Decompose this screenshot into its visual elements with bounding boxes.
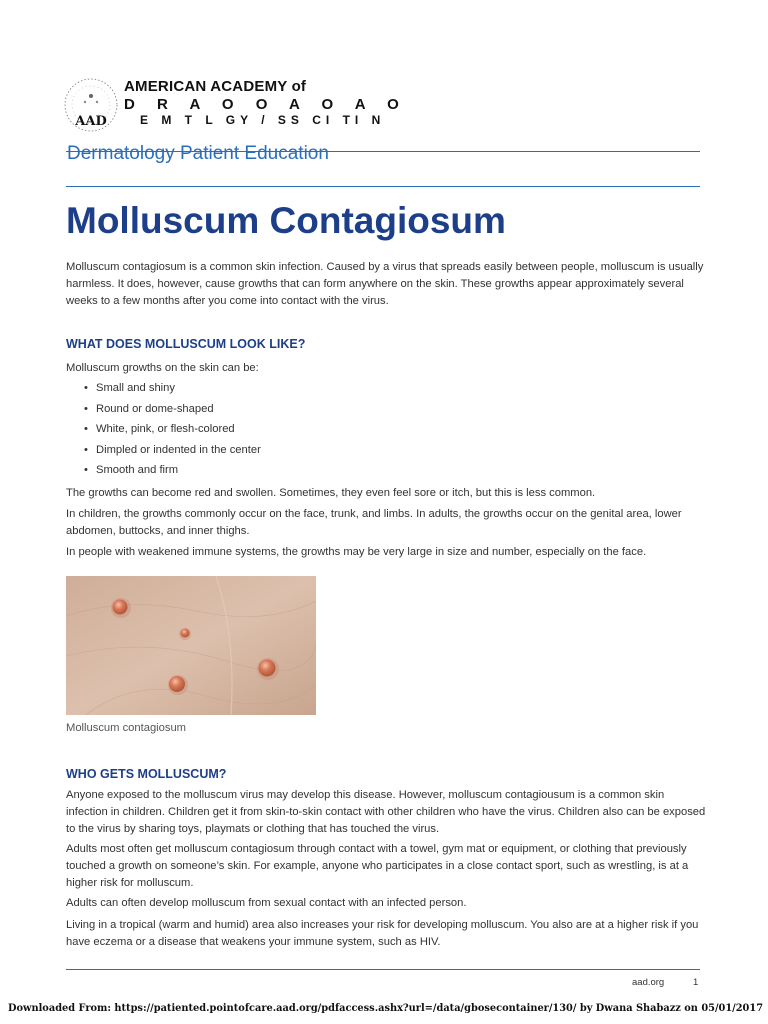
aad-wordmark bbox=[124, 78, 408, 127]
section2-paragraph-2: Adults most often get molluscum contagiosum through contact with a towel, gym mat or equipment, or clothing that previously touched a growth on someone’s skin. For example, anyone who participates in a close contact sport, such as wrestling, is at a higher risk for molluscum. bbox=[66, 843, 689, 889]
logo-line-2: D R A O O A O A O bbox=[124, 96, 408, 113]
section1-heading: WHAT DOES MOLLUSCUM LOOK LIKE? bbox=[66, 337, 306, 351]
molluscum-photo bbox=[66, 576, 316, 715]
page-number: 1 bbox=[693, 977, 699, 988]
footer-site-link[interactable]: aad.org bbox=[632, 977, 665, 988]
section-title: Dermatology Patient Education bbox=[67, 143, 329, 164]
section1-paragraph-3: In people with weakened immune systems, the growths may be very large in size and number, especially on the face. bbox=[66, 546, 647, 558]
aad-seal-logo bbox=[62, 76, 120, 134]
list-item: • Round or dome-shaped bbox=[66, 401, 261, 422]
intro-paragraph: Molluscum contagiosum is a common skin infection. Caused by a virus that spreads easily between people, molluscum is usually harmless. It does, however, cause growths that can form anywhere on the skin. These growths appear approximately several weeks to a few months after you come into contact with the virus. bbox=[66, 261, 704, 307]
section1-lead: Molluscum growths on the skin can be: bbox=[66, 362, 259, 374]
section2-paragraph-4: Living in a tropical (warm and humid) area also increases your risk for developing molluscum. You also are at a higher risk if you have eczema or a disease that weakens your immune system, such as HIV. bbox=[66, 919, 699, 948]
section2-paragraph-1: Anyone exposed to the molluscum virus may develop this disease. However, molluscum contagiousum is a common skin infection in children. Children get it from skin-to-skin contact with other children who have the virus. Children also can be exposed to the virus by sharing toys, playmats or clothing that has touched the virus. bbox=[66, 789, 706, 835]
photo-caption: Molluscum contagiosum bbox=[66, 722, 187, 734]
list-item: • Small and shiny bbox=[66, 380, 261, 401]
logo-line-1: AMERICAN ACADEMY of bbox=[124, 78, 307, 95]
section2-heading: WHO GETS MOLLUSCUM? bbox=[66, 767, 227, 781]
section1-paragraph-1: The growths can become red and swollen. Sometimes, they even feel sore or itch, but this is less common. bbox=[66, 487, 596, 499]
page-title: Molluscum Contagiosum bbox=[66, 200, 506, 241]
list-item: • White, pink, or flesh-colored bbox=[66, 421, 261, 442]
section1-paragraph-2: In children, the growths commonly occur on the face, trunk, and limbs. In adults, the growths occur on the genital area, lower abdomen, buttocks, and inner thighs. bbox=[66, 508, 682, 537]
section2-paragraph-3: Adults can often develop molluscum from sexual contact with an infected person. bbox=[66, 897, 467, 909]
symptom-list bbox=[66, 380, 261, 483]
logo-line-3: E M T L GY / SS CI TI N bbox=[140, 113, 386, 127]
list-item: • Smooth and firm bbox=[66, 462, 261, 483]
download-note: Downloaded From: https://patiented.pointofcare.aad.org/pdfaccess.ashx?url=/data/gbosecontainer/130/ by Dwana Shabazz on 05/01/2017 bbox=[8, 1003, 764, 1014]
header-rule-bottom bbox=[66, 186, 700, 187]
svg-text:AAD: AAD bbox=[75, 114, 107, 129]
footer-rule bbox=[66, 969, 700, 970]
list-item: • Dimpled or indented in the center bbox=[66, 442, 261, 463]
